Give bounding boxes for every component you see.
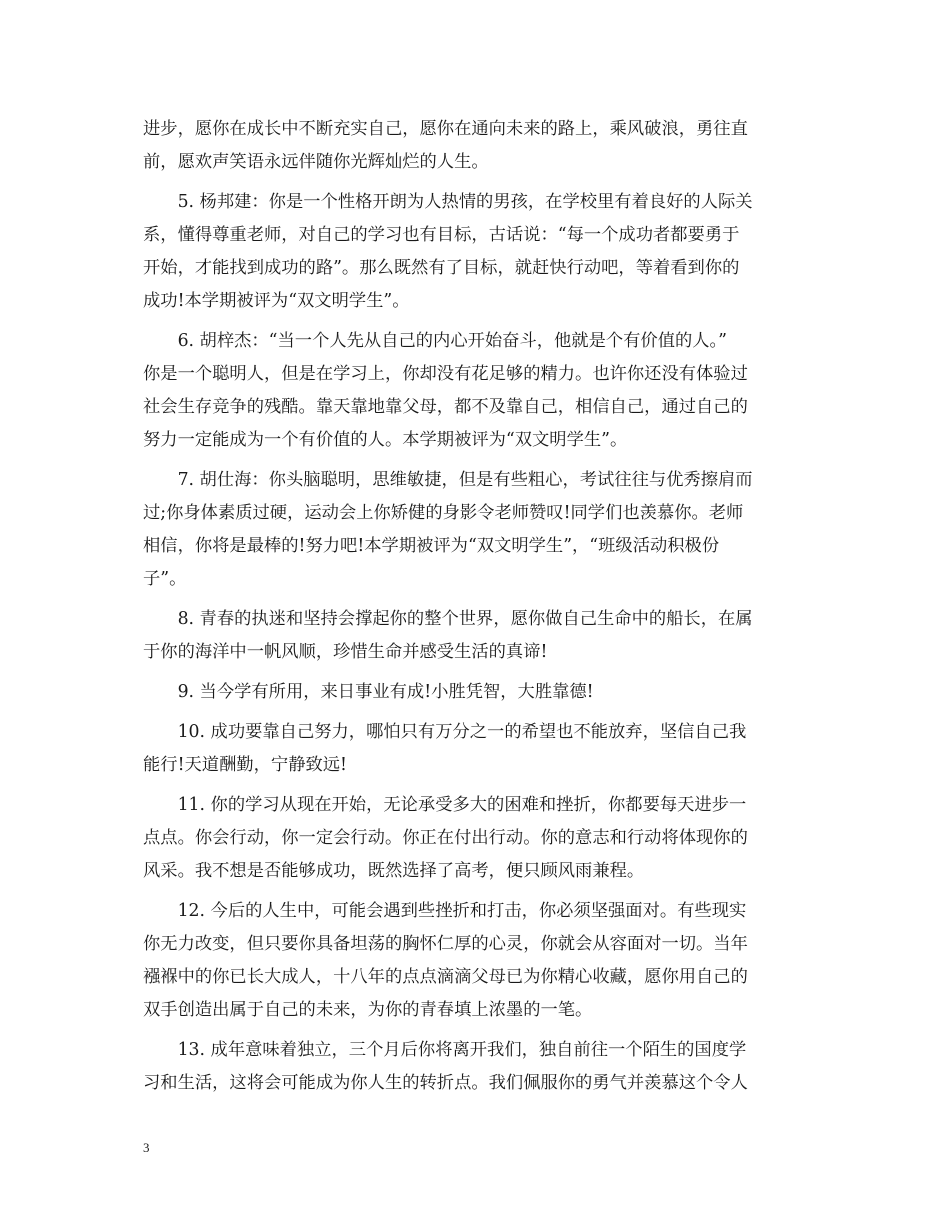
text-line: 你是一个聪明人，但是在学习上，你却没有花足够的精力。也许你还没有体验过 <box>143 364 748 384</box>
text-line: 过;你身体素质过硬，运动会上你矫健的身影令老师赞叹!同学们也羡慕你。老师 <box>143 503 744 523</box>
text-line: 成功!本学期被评为“双文明学生”。 <box>143 291 410 311</box>
text-line: 于你的海洋中一帆风顺，珍惜生命并感受生活的真谛! <box>143 642 548 662</box>
text-line: 进步，愿你在成长中不断充实自己，愿你在通向未来的路上，乘风破浪，勇往直 <box>143 119 748 139</box>
text-line: 前，愿欢声笑语永远伴随你光辉灿烂的人生。 <box>143 152 489 172</box>
text-line: 双手创造出属于自己的未来，为你的青春填上浓墨的一笔。 <box>143 1000 593 1020</box>
paragraph-item-9 <box>143 676 813 709</box>
paragraph-item-5 <box>143 186 813 318</box>
paragraph-item-6 <box>143 325 813 457</box>
text-line: 社会生存竞争的残酷。靠天靠地靠父母，都不及靠自己，相信自己，通过自己的 <box>143 397 748 417</box>
text-line: 5. 杨邦建：你是一个性格开朗为人热情的男孩，在学校里有着良好的人际关 <box>143 192 753 212</box>
text-line: 12. 今后的人生中，可能会遇到些挫折和打击，你必须坚强面对。有些现实 <box>143 901 747 921</box>
text-line: 点点。你会行动，你一定会行动。你正在付出行动。你的意志和行动将体现你的 <box>143 828 748 848</box>
paragraph <box>143 113 813 179</box>
text-line: 11. 你的学习从现在开始，无论承受多大的困难和挫折，你都要每天进步一 <box>143 795 747 815</box>
text-line: 9. 当今学有所用，来日事业有成!小胜凭智，大胜靠德! <box>143 682 594 702</box>
text-line: 风采。我不想是否能够成功，既然选择了高考，便只顾风雨兼程。 <box>143 861 645 881</box>
text-line: 开始，才能找到成功的路”。那么既然有了目标，就赶快行动吧，等着看到你的 <box>143 258 740 278</box>
text-line: 10. 成功要靠自己努力，哪怕只有万分之一的希望也不能放弃，坚信自己我 <box>143 722 747 742</box>
text-line: 能行!天道酬勤，宁静致远! <box>143 755 347 775</box>
text-line: 系，懂得尊重老师，对自己的学习也有目标，古话说：“每一个成功者都要勇于 <box>143 225 740 245</box>
paragraph-item-11 <box>143 789 813 888</box>
page-number: 3 <box>143 1140 150 1155</box>
text-line: 襁褓中的你已长大成人，十八年的点点滴滴父母已为你精心收藏，愿你用自己的 <box>143 967 748 987</box>
text-line: 努力一定能成为一个有价值的人。本学期被评为“双文明学生”。 <box>143 430 628 450</box>
document-body <box>143 113 813 1100</box>
text-line: 你无力改变，但只要你具备坦荡的胸怀仁厚的心灵，你就会从容面对一切。当年 <box>143 934 748 954</box>
paragraph-item-7 <box>143 464 813 596</box>
paragraph-item-10 <box>143 716 813 782</box>
paragraph-item-13 <box>143 1034 813 1100</box>
text-line: 13. 成年意味着独立，三个月后你将离开我们，独自前往一个陌生的国度学 <box>143 1040 747 1060</box>
text-line: 习和生活，这将会可能成为你人生的转折点。我们佩服你的勇气并羡慕这个令人 <box>143 1073 748 1093</box>
text-line: 相信，你将是最棒的!努力吧!本学期被评为“双文明学生”，“班级活动积极份 <box>143 536 720 556</box>
paragraph-item-12 <box>143 895 813 1027</box>
text-line: 6. 胡梓杰：“当一个人先从自己的内心开始奋斗，他就是个有价值的人。” <box>143 331 728 351</box>
text-line: 8. 青春的执迷和坚持会撑起你的整个世界，愿你做自己生命中的船长，在属 <box>143 609 753 629</box>
text-line: 子”。 <box>143 569 187 589</box>
text-line: 7. 胡仕海：你头脑聪明，思维敏捷，但是有些粗心，考试往往与优秀擦肩而 <box>143 470 753 490</box>
paragraph-item-8 <box>143 603 813 669</box>
